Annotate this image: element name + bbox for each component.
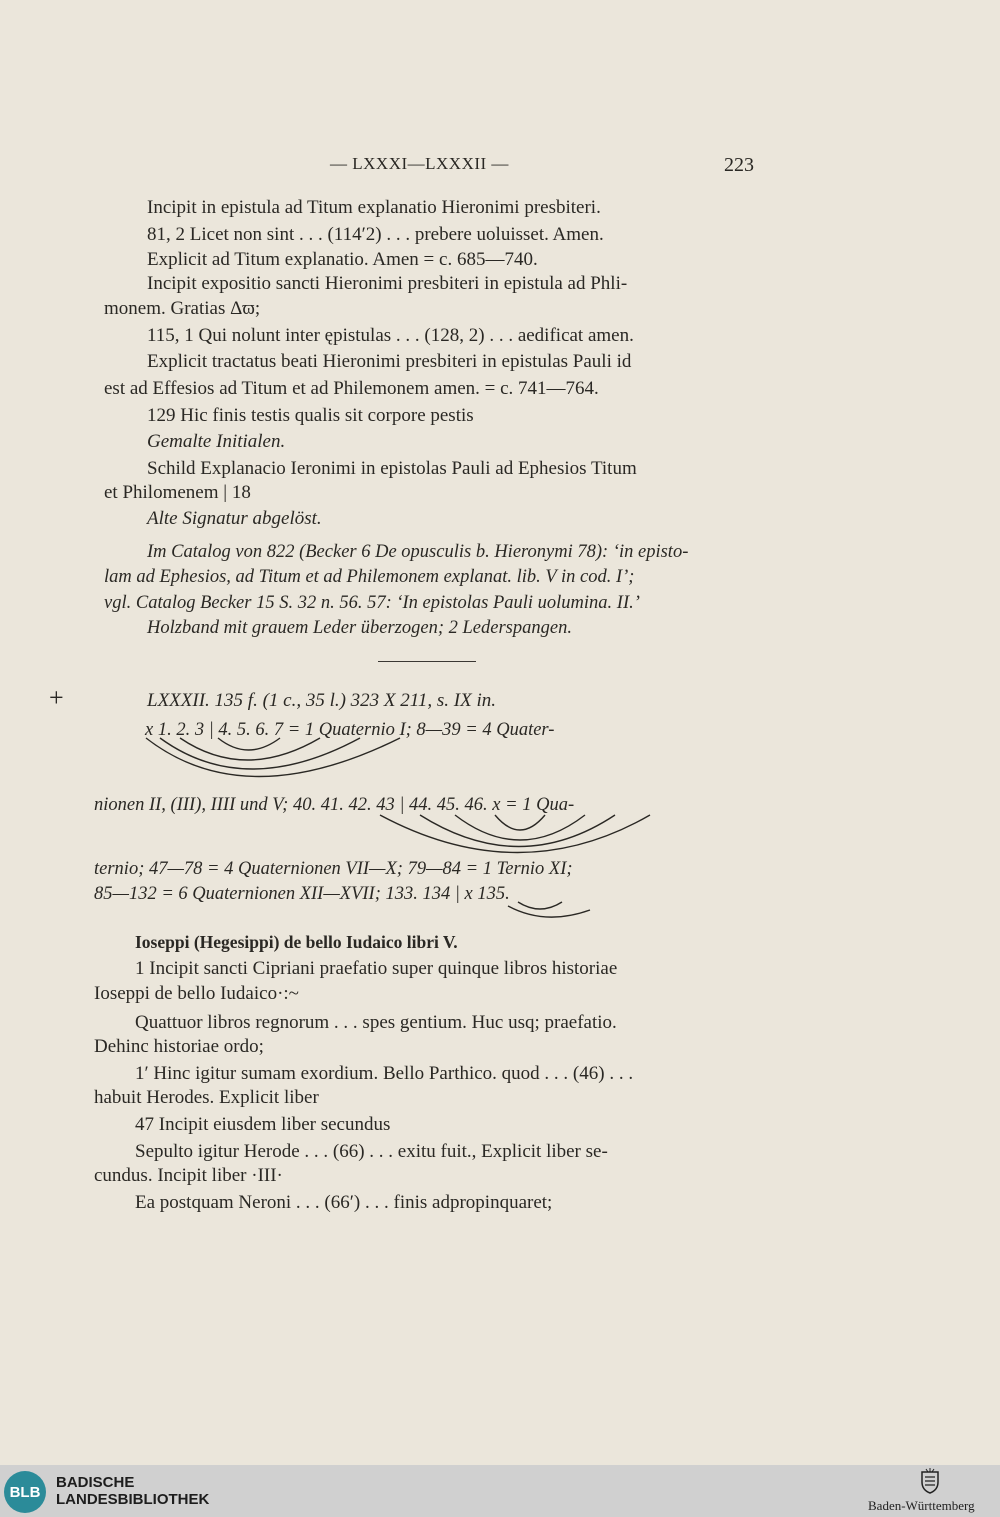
library-name-line1: BADISCHE (56, 1474, 135, 1491)
text-line: x 1. 2. 3 | 4. 5. 6. 7 = 1 Quaternio I; 8—39 = 4 Quater- (145, 720, 555, 740)
text-line: nionen II, (III), IIII und V; 40. 41. 42. 43 | 44. 45. 46. x = 1 Qua- (94, 795, 575, 815)
entry-heading: LXXXII. 135 f. (1 c., 35 l.) 323 X 211, s. IX in. (147, 690, 496, 711)
text-line: Explicit tractatus beati Hieronimi presbiteri in epistulas Pauli id (147, 351, 632, 372)
library-name[interactable] (56, 1474, 209, 1508)
viewer-footer (0, 1465, 1000, 1517)
section-divider (378, 661, 476, 662)
text-line: lam ad Ephesios, ad Titum et ad Philemonem explanat. lib. V in cod. I’; (104, 567, 635, 587)
library-name-line2: LANDESBIBLIOTHEK (56, 1491, 210, 1508)
section-title: Ioseppi (Hegesippi) de bello Iudaico libri V. (135, 932, 458, 952)
text-line: monem. Gratias Δϖ; (104, 298, 261, 319)
text-line: Incipit in epistula ad Titum explanatio Hieronimi presbiteri. (147, 197, 601, 218)
text-line: habuit Herodes. Explicit liber (94, 1087, 319, 1108)
text-line: Explicit ad Titum explanatio. Amen = c. 685—740. (147, 249, 538, 270)
text-line: Schild Explanacio Ieronimi in epistolas Pauli ad Ephesios Titum (147, 458, 637, 479)
text-line: Dehinc historiae ordo; (94, 1036, 264, 1057)
text-line: 81, 2 Licet non sint . . . (114′2) . . . prebere uoluisset. Amen. (147, 224, 604, 245)
text-line: 129 Hic finis testis qualis sit corpore pestis (147, 405, 474, 426)
text-line: Quattuor libros regnorum . . . spes gentium. Huc usq; praefatio. (135, 1012, 617, 1033)
text-line: 1′ Hinc igitur sumam exordium. Bello Parthico. quod . . . (46) . . . (135, 1063, 634, 1084)
text-line: Alte Signatur abgelöst. (147, 508, 322, 529)
running-title: — LXXXI—LXXXII — (330, 154, 509, 173)
text-line: 115, 1 Qui nolunt inter ępistulas . . . (128, 2) . . . aedificat amen. (147, 325, 634, 346)
text-line: 47 Incipit eiusdem liber secundus (135, 1114, 391, 1135)
text-line: Sepulto igitur Herode . . . (66) . . . exitu fuit., Explicit liber se- (135, 1141, 608, 1162)
text-line: et Philomenem | 18 (104, 482, 251, 503)
text-line: Im Catalog von 822 (Becker 6 De opusculis b. Hieronymi 78): ‘in episto- (147, 542, 689, 562)
blb-logo[interactable]: BLB (4, 1471, 46, 1513)
text-line: Holzband mit grauem Leder überzogen; 2 Lederspangen. (147, 618, 572, 638)
coat-of-arms-icon (920, 1468, 940, 1494)
region-label: Baden-Württemberg (868, 1498, 975, 1513)
page-header (0, 154, 1000, 184)
text-line: est ad Effesios ad Titum et ad Philemonem amen. = c. 741—764. (104, 378, 599, 399)
text-line: vgl. Catalog Becker 15 S. 32 n. 56. 57: ‘In epistolas Pauli uolumina. II.’ (104, 593, 640, 613)
text-line: ternio; 47—78 = 4 Quaternionen VII—X; 79—84 = 1 Ternio XI; (94, 859, 573, 879)
text-line: Gemalte Initialen. (147, 431, 286, 452)
text-line: 85—132 = 6 Quaternionen XII—XVII; 133. 134 | x 135. (94, 884, 510, 904)
text-line: 1 Incipit sancti Cipriani praefatio super quinque libros historiae (135, 958, 618, 979)
text-line: cundus. Incipit liber ·III· (94, 1165, 283, 1186)
margin-mark: + (49, 683, 64, 712)
page-number: 223 (724, 154, 754, 176)
text-line: Ioseppi de bello Iudaico·:~ (94, 983, 299, 1004)
text-line: Incipit expositio sancti Hieronimi presbiteri in epistula ad Phli- (147, 273, 628, 294)
text-line: Ea postquam Neroni . . . (66′) . . . finis adpropinquaret; (135, 1192, 553, 1213)
